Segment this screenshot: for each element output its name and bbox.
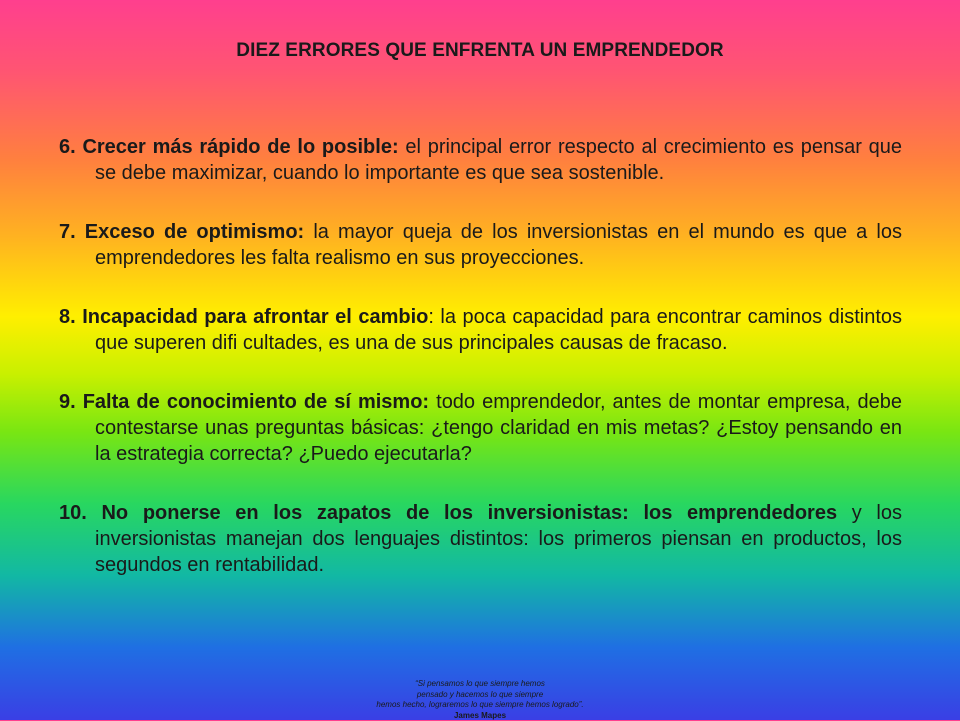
item-text: el principal error respecto al crecimiento es pensar que se debe maximizar, cuando lo importante es que sea sostenible. xyxy=(95,136,902,184)
list-item xyxy=(59,389,902,467)
quote-line: pensado y hacemos lo que siempre xyxy=(417,690,543,699)
footer-quote xyxy=(300,679,660,721)
item-heading: 9. Falta de conocimiento de sí mismo: xyxy=(59,391,429,413)
item-text: la mayor queja de los inversionistas en el mundo es que a los emprendedores les falta realismo en sus proyecciones. xyxy=(95,221,902,269)
item-heading: 6. Crecer más rápido de lo posible: xyxy=(59,136,399,158)
quote-author: James Mapes xyxy=(300,711,660,721)
quote-line: “Si pensamos lo que siempre hemos xyxy=(415,679,545,688)
item-text: todo emprendedor, antes de montar empresa, debe contestarse unas preguntas básicas: ¿tengo claridad en mis metas? ¿Estoy pensando en la estrategia correcta? ¿Puedo ejecutarla? xyxy=(95,391,902,465)
item-heading: 7. Exceso de optimismo: xyxy=(59,221,304,243)
list-item xyxy=(59,219,902,271)
item-heading: 10. No ponerse en los zapatos de los inversionistas: los emprendedores xyxy=(59,502,837,524)
list-item xyxy=(59,500,902,578)
item-text: : la poca capacidad para encontrar caminos distintos que superen difi cultades, es una de sus principales causas de fracaso. xyxy=(95,306,902,354)
quote-line: hemos hecho, lograremos lo que siempre hemos logrado”. xyxy=(376,700,583,709)
list-item xyxy=(59,304,902,356)
item-heading: 8. Incapacidad para afrontar el cambio xyxy=(59,306,428,328)
slide-title: DIEZ ERRORES QUE ENFRENTA UN EMPRENDEDOR xyxy=(0,40,960,62)
list-item xyxy=(59,134,902,186)
item-text: y los inversionistas manejan dos lenguajes distintos: los primeros piensan en productos, los segundos en rentabilidad. xyxy=(95,502,902,576)
error-list xyxy=(59,134,902,611)
